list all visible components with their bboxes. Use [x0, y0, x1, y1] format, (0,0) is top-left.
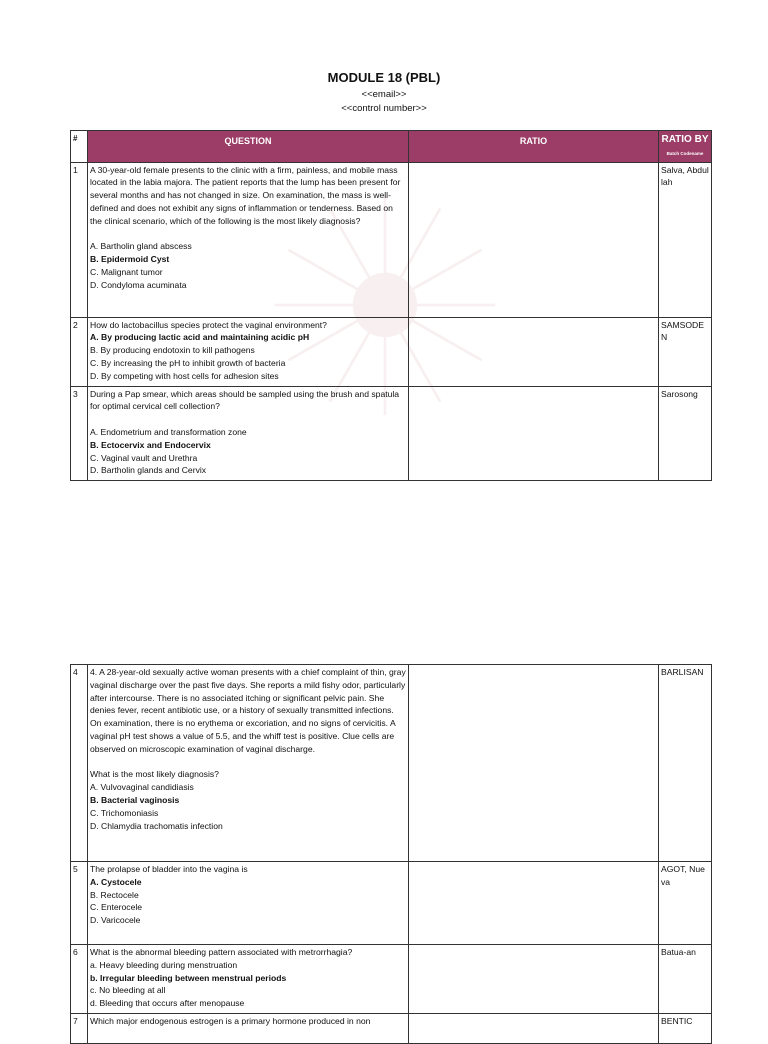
- question-prompt: What is the most likely diagnosis?: [90, 769, 219, 780]
- answer-option: D. Bartholin glands and Cervix: [90, 465, 207, 476]
- table-header-row: [71, 131, 712, 163]
- question-number: 6: [71, 945, 88, 1014]
- question-cell: [88, 386, 409, 480]
- answer-option-correct: B. Bacterial vaginosis: [90, 794, 180, 805]
- answer-option: D. Chlamydia trachomatis infection: [90, 820, 223, 831]
- answer-option: A. Endometrium and transformation zone: [90, 426, 247, 437]
- col-header-question: QUESTION: [88, 131, 409, 163]
- spacer: [90, 756, 406, 769]
- question-stem: During a Pap smear, which areas should be sampled using the brush and spatula for optimal cervical cell collection?: [90, 388, 400, 412]
- ratio-cell: [409, 862, 659, 945]
- question-stem: The prolapse of bladder into the vagina is: [90, 864, 248, 874]
- spacer: [90, 228, 406, 241]
- ratio-by-cell: Sarosong: [659, 386, 712, 480]
- answer-option: c. No bleeding at all: [90, 985, 166, 996]
- question-cell: [88, 945, 409, 1014]
- ratio-cell: [409, 386, 659, 480]
- question-stem: A 30-year-old female presents to the clinic with a firm, painless, and mobile mass located in the labia majora. The patient reports that the lump has been present for several months and has not changed in size. On examination, the mass is well-defined and does not exhibit any signs of inflammation or tenderness. Based on the clinical scenario, which of the following is the most likely diagnosis?: [90, 164, 401, 226]
- col-header-number: #: [71, 131, 88, 163]
- ratio-cell: [409, 665, 659, 862]
- answer-option-correct: B. Ectocervix and Endocervix: [90, 439, 211, 450]
- answer-option: C. Vaginal vault and Urethra: [90, 452, 198, 463]
- question-stem: Which major endogenous estrogen is a primary hormone produced in non: [90, 1016, 371, 1026]
- answer-option: D. Condyloma acuminata: [90, 279, 187, 290]
- ratio-by-cell: AGOT, Nueva: [659, 862, 712, 945]
- ratio-by-cell: BENTIC: [659, 1014, 712, 1044]
- ratio-by-cell: Batua-an: [659, 945, 712, 1014]
- table-row: [71, 862, 712, 945]
- email-placeholder: <<email>>: [361, 89, 407, 100]
- table-row: [71, 1014, 712, 1044]
- answer-option: A. Vulvovaginal candidiasis: [90, 782, 194, 793]
- question-table-continued: [70, 664, 712, 1044]
- question-stem: 4. A 28-year-old sexually active woman presents with a chief complaint of thin, gray vaginal discharge over the past five days. She reports a mild fishy odor, particularly after intercourse. There is no associated itching or significant pelvic pain. She denies fever, recent antibiotic use, or a history of sexually transmitted infections. On examination, there is no erythema or excoriation, and no signs of cervicitis. A vaginal pH test shows a value of 5.5, and the whiff test is positive. Clue cells are observed on microscopic examination of vaginal discharge.: [90, 667, 406, 754]
- answer-option: B. Rectocele: [90, 889, 139, 900]
- answer-option: C. Enterocele: [90, 902, 143, 913]
- ratio-cell: [409, 1014, 659, 1044]
- answer-option-correct: A. By producing lactic acid and maintaining acidic pH: [90, 332, 310, 343]
- table-row: [71, 945, 712, 1014]
- question-number: 1: [71, 162, 88, 317]
- document-title: MODULE 18 (PBL): [327, 70, 441, 85]
- question-table: [70, 130, 712, 481]
- ratio-cell: [409, 317, 659, 386]
- question-cell: [88, 317, 409, 386]
- answer-option-correct: A. Cystocele: [90, 876, 142, 887]
- ratio-by-cell: Salva, Abdullah: [659, 162, 712, 317]
- answer-option: C. By increasing the pH to inhibit growth of bacteria: [90, 357, 286, 368]
- ratio-by-cell: SAMSODEN: [659, 317, 712, 386]
- ratio-cell: [409, 162, 659, 317]
- ratio-cell: [409, 945, 659, 1014]
- table-row: [71, 317, 712, 386]
- question-number: 4: [71, 665, 88, 862]
- question-cell: [88, 1014, 409, 1044]
- col-header-ratio: RATIO: [409, 131, 659, 163]
- question-cell: [88, 162, 409, 317]
- col-header-ratio-by: RATIO BY Batch Codename: [659, 131, 712, 163]
- answer-option: a. Heavy bleeding during menstruation: [90, 959, 238, 970]
- answer-option: C. Malignant tumor: [90, 266, 163, 277]
- table-row: [71, 665, 712, 862]
- question-stem: What is the abnormal bleeding pattern associated with metrorrhagia?: [90, 947, 353, 957]
- answer-option-correct: B. Epidermoid Cyst: [90, 254, 170, 265]
- question-cell: [88, 665, 409, 862]
- ratio-by-cell: BARLISAN: [659, 665, 712, 862]
- answer-option: D. By competing with host cells for adhesion sites: [90, 370, 279, 381]
- spacer: [90, 413, 406, 426]
- table-row: [71, 162, 712, 317]
- question-cell: [88, 862, 409, 945]
- answer-option: C. Trichomoniasis: [90, 807, 159, 818]
- answer-option: B. By producing endotoxin to kill pathogens: [90, 345, 255, 356]
- question-number: 7: [71, 1014, 88, 1044]
- table-row: [71, 386, 712, 480]
- question-number: 2: [71, 317, 88, 386]
- answer-option: A. Bartholin gland abscess: [90, 241, 192, 252]
- answer-option: d. Bleeding that occurs after menopause: [90, 998, 245, 1009]
- control-number-placeholder: <<control number>>: [341, 103, 427, 114]
- answer-option-correct: b. Irregular bleeding between menstrual periods: [90, 972, 287, 983]
- question-stem: How do lactobacillus species protect the vaginal environment?: [90, 319, 327, 330]
- question-number: 5: [71, 862, 88, 945]
- question-number: 3: [71, 386, 88, 480]
- answer-option: D. Varicocele: [90, 915, 141, 926]
